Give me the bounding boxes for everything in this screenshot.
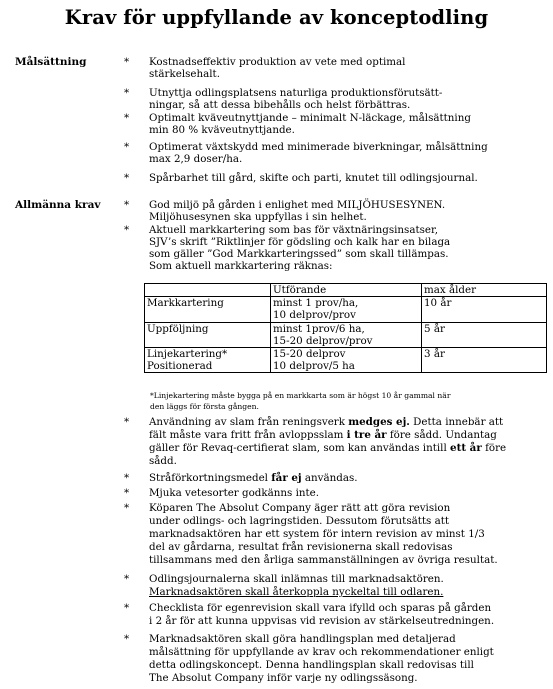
bullet: * bbox=[124, 472, 130, 484]
requirement-action-plan-line-3: detta odlingskoncept. Denna handlingsplan skall redovisas till bbox=[149, 659, 474, 671]
requirement-soil-mapping-line-2: SJV’s skrift ”Riktlinjer för gödsling och kalk har en bilaga bbox=[149, 236, 451, 248]
goal-item-line: stärkelsehalt. bbox=[149, 68, 220, 80]
goal-item-line: Optimerat växtskydd med minimerade biverkningar, målsättning bbox=[149, 141, 488, 153]
bullet: * bbox=[124, 224, 130, 236]
requirement-audit-line-5: tillsammans med den årliga sammanställningen av övriga resultat. bbox=[149, 554, 498, 566]
goal-item-line: max 2,9 doser/ha. bbox=[149, 153, 243, 165]
requirement-soil-mapping-line-1: Aktuell markkartering som bas för växtnäringsinsatser, bbox=[149, 224, 439, 236]
table-cell: 10 år bbox=[422, 297, 547, 322]
bullet: * bbox=[124, 602, 130, 614]
table-cell: minst 1 prov/ha, 10 delprov/prov bbox=[271, 297, 422, 322]
bullet: * bbox=[124, 633, 130, 645]
bullet: * bbox=[124, 172, 130, 184]
requirement-audit-line-3: marknadsaktören har ett system för intern revision av minst 1/3 bbox=[149, 528, 485, 540]
goal-item-line: min 80 % kväveutnyttjande. bbox=[149, 124, 295, 136]
bullet: * bbox=[124, 141, 130, 153]
goal-item-line: Kostnadseffektiv produktion av vete med optimal bbox=[149, 56, 406, 68]
requirement-journal-line-2: Marknadsaktören skall återkoppla nyckeltal till odlaren. bbox=[149, 586, 444, 598]
requirement-checklist-line-2: i 2 år för att kunna uppvisas vid revision av stärkelseutredningen. bbox=[149, 615, 495, 627]
requirement-environment-line-1: God miljö på gården i enlighet med MILJÖHUSESYNEN. bbox=[149, 199, 446, 211]
bullet: * bbox=[124, 56, 130, 68]
requirement-growth-regulator: Stråförkortningsmedel får ej användas. bbox=[149, 472, 358, 484]
table-cell: 15-20 delprov 10 delprov/5 ha bbox=[271, 348, 422, 373]
bullet: * bbox=[124, 199, 130, 211]
requirement-sludge-line-2: fält måste vara fritt från avloppsslam i tre år före sådd. Undantag bbox=[149, 429, 497, 441]
requirement-audit-line-4: del av gårdarna, resultat från revisionerna skall redovisas bbox=[149, 541, 453, 553]
goal-item-line: Optimalt kväveutnyttjande – minimalt N-läckage, målsättning bbox=[149, 112, 471, 124]
bullet: * bbox=[124, 487, 130, 499]
table-cell: 5 år bbox=[422, 322, 547, 347]
table-row bbox=[145, 348, 547, 373]
requirement-checklist-line-1: Checklista för egenrevision skall vara ifylld och sparas på gården bbox=[149, 602, 492, 614]
soil-mapping-table bbox=[144, 283, 547, 373]
table-footnote: *Linjekartering måste bygga på en markkarta som är högst 10 år gammal när den läggs för första gången. bbox=[150, 391, 451, 411]
page-title: Krav för uppfyllande av konceptodling bbox=[64, 6, 489, 29]
table-header-row bbox=[145, 284, 547, 297]
table-cell: minst 1prov/6 ha, 15-20 delprov/prov bbox=[271, 322, 422, 347]
goal-item-line: Utnyttja odlingsplatsens naturliga produktionsförutsätt- bbox=[149, 87, 443, 99]
requirement-environment-line-2: Miljöhusesynen ska uppfyllas i sin helhet. bbox=[149, 211, 367, 223]
table-header-cell bbox=[145, 284, 271, 297]
section-heading-malsattning: Målsättning bbox=[15, 56, 87, 68]
bullet: * bbox=[124, 502, 130, 514]
table-cell: Markkartering bbox=[145, 297, 271, 322]
requirement-action-plan-line-4: The Absolut Company inför varje ny odlingssäsong. bbox=[149, 672, 418, 684]
goal-item-line: Spårbarhet till gård, skifte och parti, knutet till odlingsjournal. bbox=[149, 172, 478, 184]
bullet: * bbox=[124, 112, 130, 124]
table-cell: 3 år bbox=[422, 348, 547, 373]
goal-item-line: ningar, så att dessa bibehålls och helst förbättras. bbox=[149, 99, 411, 111]
requirement-audit-line-1: Köparen The Absolut Company äger rätt att göra revision bbox=[149, 502, 451, 514]
requirement-soil-mapping-line-3: som gäller ”God Markkarteringssed” som skall tillämpas. bbox=[149, 248, 449, 260]
table-row bbox=[145, 322, 547, 347]
table-row bbox=[145, 297, 547, 322]
requirement-soft-wheat: Mjuka vetesorter godkänns inte. bbox=[149, 487, 320, 499]
bullet: * bbox=[124, 573, 130, 585]
requirement-soil-mapping-line-4: Som aktuell markkartering räknas: bbox=[149, 260, 333, 272]
requirement-sludge-line-4: sådd. bbox=[149, 455, 177, 467]
requirement-journal-line-1: Odlingsjournalerna skall inlämnas till marknadsaktören. bbox=[149, 573, 444, 585]
table-header-cell: max ålder bbox=[422, 284, 547, 297]
requirement-action-plan-line-1: Marknadsaktören skall göra handlingsplan med detaljerad bbox=[149, 633, 456, 645]
bullet: * bbox=[124, 416, 130, 428]
table-cell: Uppföljning bbox=[145, 322, 271, 347]
requirement-sludge-line-3: gäller för Revaq-certifierat slam, som kan användas intill ett år före bbox=[149, 442, 507, 454]
requirement-audit-line-2: under odlings- och lagringstiden. Dessutom förutsätts att bbox=[149, 515, 449, 527]
section-heading-allmanna-krav: Allmänna krav bbox=[15, 199, 101, 211]
bullet: * bbox=[124, 87, 130, 99]
requirement-sludge-line-1: Användning av slam från reningsverk medges ej. Detta innebär att bbox=[149, 416, 504, 428]
table-cell: Linjekartering* Positionerad bbox=[145, 348, 271, 373]
requirement-action-plan-line-2: målsättning för uppfyllande av krav och rekommendationer enligt bbox=[149, 646, 494, 658]
table-header-cell: Utförande bbox=[271, 284, 422, 297]
